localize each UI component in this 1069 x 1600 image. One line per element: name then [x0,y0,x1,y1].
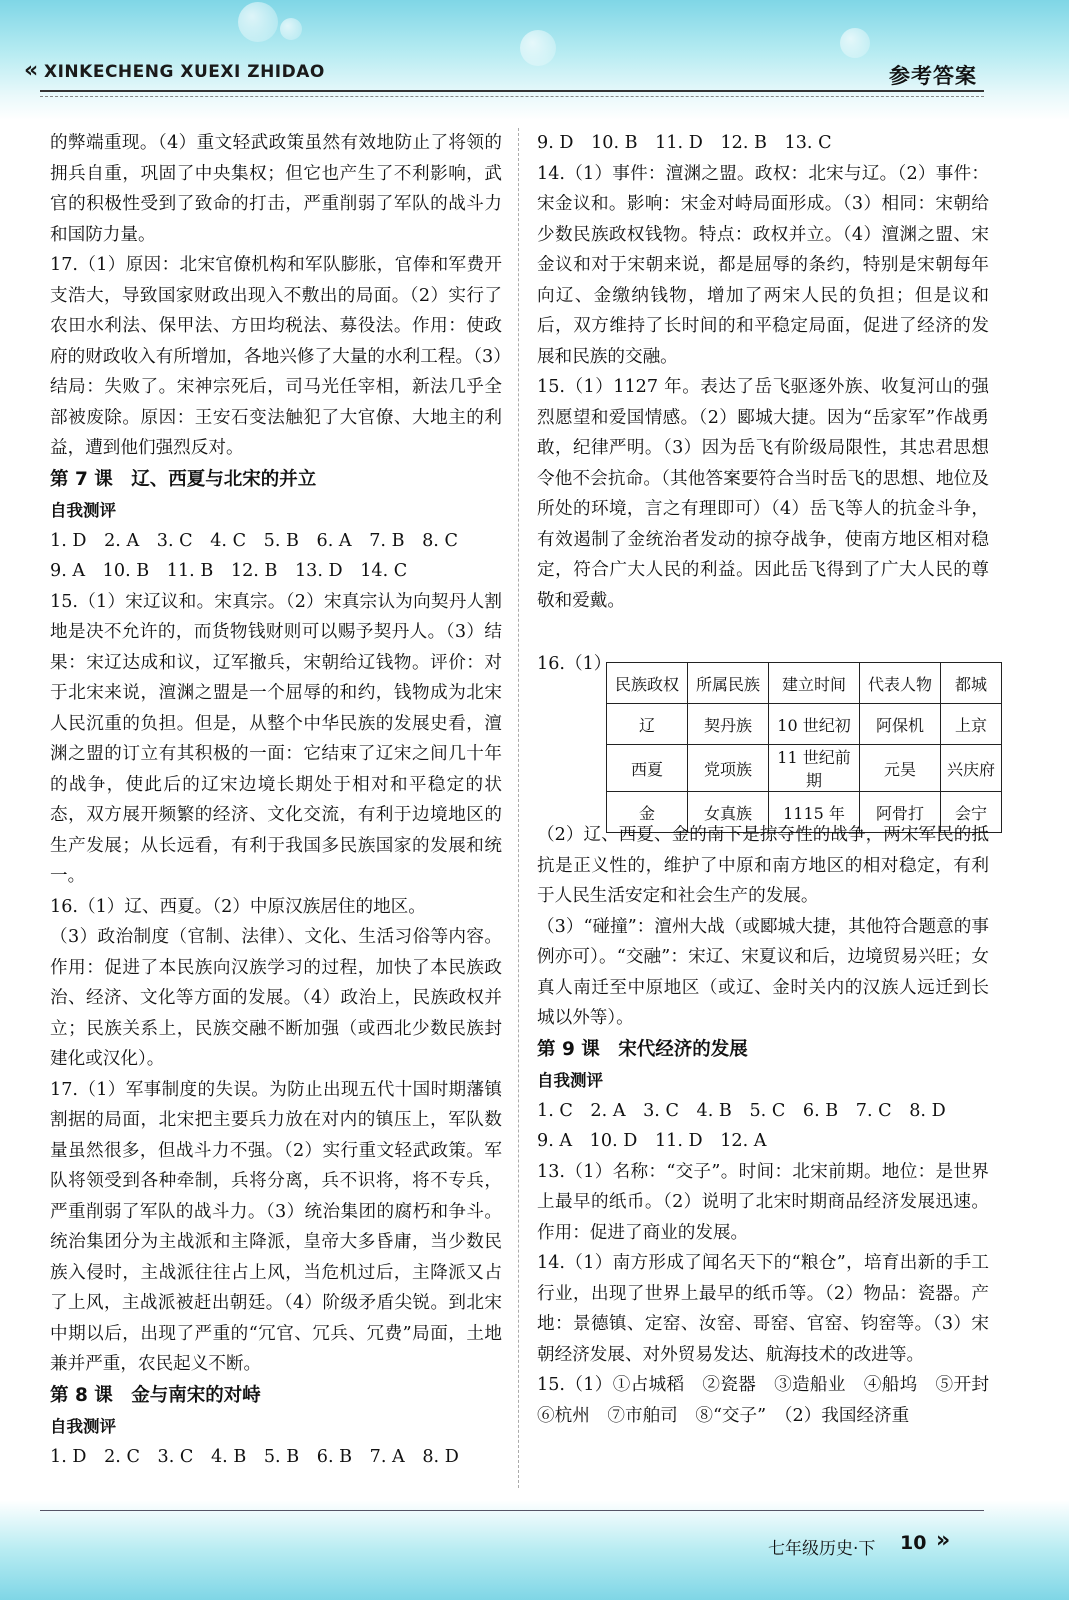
table-cell: 契丹族 [688,704,769,745]
table-cell: 金 [607,792,688,833]
table-cell: 党项族 [688,745,769,792]
lesson-heading: 第 8 课 金与南宋的对峙 [50,1384,261,1406]
table-cell: 阿骨打 [860,792,941,833]
table-cell: 1115 年 [769,792,860,833]
section-heading: 自我测评 [50,1416,116,1436]
table-header-cell: 建立时间 [769,663,860,704]
answer-paragraph: 17.（1）军事制度的失误。为防止出现五代十国时期藩镇割据的局面，北宋把主要兵力放在对内的镇压上，军队数量虽然很多，但战斗力不强。（2）实行重文轻武政策。军队将领受到各种牵制，兵将分离，兵不识将，将不专兵，严重削弱了军队的战斗力。（3）统治集团的腐朽和争斗。统治集团分为主战派和主降派，皇帝大多昏庸，当少数民族入侵时，主战派往往占上风，当危机过后，主降派又占了上风，主战派被赶出朝廷。（4）阶级矛盾尖锐。到北宋中期以后，出现了严重的“冗官、冗兵、冗费”局面，土地兼并严重，农民起义不断。 [50,1079,502,1374]
bubble-decoration [280,18,302,40]
table-header-cell: 民族政权 [607,663,688,704]
bubble-decoration [520,30,556,66]
footer-rule [40,1510,984,1511]
lesson-heading: 第 9 课 宋代经济的发展 [537,1038,748,1060]
table-cell: 会宁 [941,792,1002,833]
nations-table [606,662,1002,833]
table-cell: 女真族 [688,792,769,833]
lesson-heading: 第 7 课 辽、西夏与北宋的并立 [50,468,317,490]
answer-paragraph: 15.（1）宋辽议和。宋真宗。（2）宋真宗认为向契丹人割地是决不允许的，而货物钱财则可以赐予契丹人。（3）结果：宋辽达成和议，辽军撤兵，宋朝给辽钱物。评价：对于北宋来说，澶渊之盟是一个屈辱的和约，钱物成为北宋人民沉重的负担。但是，从整个中华民族的发展史看，澶渊之盟的订立有其积极的一面：它结束了辽宋之间几十年的战争，使此后的辽宋边境长期处于相对和平稳定的状态，双方展开频繁的经济、文化交流，有利于边境地区的生产发展；从长远看，有利于我国多民族国家的发展和统一。 [50,591,502,886]
right-column-bottom [537,820,1007,1431]
table-cell: 兴庆府 [941,745,1002,792]
section-heading: 自我测评 [537,1070,603,1090]
section-heading: 自我测评 [50,500,116,520]
answer-paragraph: 的弊端重现。（4）重文轻武政策虽然有效地防止了将领的拥兵自重，巩固了中央集权；但它也产生了不利影响，武官的积极性受到了致命的打击，严重削弱了军队的战斗力和国防力量。 [50,133,502,245]
table-cell: 10 世纪初 [769,704,860,745]
table-row [607,704,1002,745]
answer-key-line: 9. D 10. B 11. D 12. B 13. C [537,133,832,153]
answer-paragraph: （2）辽、西夏、金的南下是掠夺性的战争，两宋军民的抵抗是正义性的，维护了中原和南方地区的相对稳定，有利于人民生活安定和社会生产的发展。 [537,825,989,906]
double-chevron-right-icon: » [936,1528,951,1553]
footer-grade-label: 七年级历史·下 [768,1539,876,1559]
column-divider [518,128,519,1488]
right-column-top [537,128,989,638]
answer-key-line: 1. C 2. A 3. C 4. B 5. C 6. B 7. C 8. D [537,1100,946,1121]
answer-key-line: 1. D 2. C 3. C 4. B 5. B 6. B 7. A 8. D [50,1446,459,1467]
table-header-cell: 都城 [941,663,1002,704]
answer-key-line: 9. A 10. B 11. B 12. B 13. D 14. C [50,561,408,581]
answer-key-line: 1. D 2. A 3. C 4. C 5. B 6. A 7. B 8. C [50,530,458,551]
table-cell: 阿保机 [860,704,941,745]
table-cell: 元昊 [860,745,941,792]
answer-paragraph: 14.（1）南方形成了闻名天下的“粮仓”，培育出新的手工行业，出现了世界上最早的纸币等。（2）物品：瓷器。产地：景德镇、定窑、汝窑、哥窑、官窑、钧窑等。（3）宋朝经济发展、对外贸易发达、航海技术的改进等。 [537,1253,989,1365]
brand-name: XINKECHENG XUEXI ZHIDAO [44,62,325,82]
answer-paragraph: （3）政治制度（官制、法律）、文化、生活习俗等内容。作用：促进了本民族向汉族学习的过程，加快了本民族政治、经济、文化等方面的发展。（4）政治上，民族政权并立；民族关系上，民族交融不断加强（或西北少数民族封建化或汉化）。 [50,927,502,1069]
bubble-decoration [840,28,870,58]
table-row [607,745,1002,792]
table-cell: 11 世纪前期 [769,745,860,792]
table-cell: 上京 [941,704,1002,745]
header-rule-dashed [40,96,984,97]
page-title: 参考答案 [889,64,977,88]
left-column [50,128,502,1472]
answer-key-line: 9. A 10. D 11. D 12. A [537,1131,767,1151]
answer-paragraph: 13.（1）名称：“交子”。时间：北宋前期。地位：是世界上最早的纸币。（2）说明了北宋时期商品经济发展迅速。作用：促进了商业的发展。 [537,1161,989,1243]
answer-paragraph: 15.（1）①占城稻 ②瓷器 ③造船业 ④船坞 ⑤开封 ⑥杭州 ⑦市舶司 ⑧“交子” （2）我国经济重 [537,1375,1007,1426]
double-chevron-left-icon: « [24,58,39,83]
answer-paragraph: 16.（1）辽、西夏。（2）中原汉族居住的地区。 [50,896,426,917]
answer-paragraph: 17.（1）原因：北宋官僚机构和军队膨胀，官俸和军费开支浩大，导致国家财政出现入不敷出的局面。（2）实行了农田水利法、保甲法、方田均税法、募役法。作用：使政府的财政收入有所增加，各地兴修了大量的水利工程。（3）结局：失败了。宋神宗死后，司马光任宰相，新法几乎全部被废除。原因：王安石变法触犯了大官僚、大地主的利益，遭到他们强烈反对。 [50,255,502,458]
answer-paragraph: 14.（1）事件：澶渊之盟。政权：北宋与辽。（2）事件：宋金议和。影响：宋金对峙局面形成。（3）相同：宋朝给少数民族政权钱物。特点：政权并立。（4）澶渊之盟、宋金议和对于宋朝来说，都是屈辱的条约，特别是宋朝每年向辽、金缴纳钱物，增加了两宋人民的负担；但是议和后，双方维持了长时间的和平稳定局面，促进了经济的发展和民族的交融。 [537,163,989,367]
answer-paragraph: 15.（1）1127 年。表达了岳飞驱逐外族、收复河山的强烈愿望和爱国情感。（2）郾城大捷。因为“岳家军”作战勇敢，纪律严明。（3）因为岳飞有阶级局限性，其忠君思想令他不会抗命。（其他答案要符合当时岳飞的思想、地位及所处的环境，言之有理即可）（4）岳飞等人的抗金斗争，有效遏制了金统治者发动的掠夺战争，使南方地区相对稳定，符合广大人民的利益。因此岳飞得到了广大人民的尊敬和爱戴。 [537,377,989,611]
table-cell: 西夏 [607,745,688,792]
answer-paragraph: （3）“碰撞”：澶州大战（或郾城大捷，其他符合题意的事例亦可）。“交融”：宋辽、宋夏议和后，边境贸易兴旺；女真人南迁至中原地区（或辽、金时关内的汉族人远迁到长城以外等）。 [537,916,989,1028]
page-number: 10 [900,1532,927,1554]
question-label: 16.（1） [537,654,612,674]
header-rule [40,90,984,92]
table-header-cell: 所属民族 [688,663,769,704]
bubble-decoration [238,2,278,42]
table-header-row [607,663,1002,704]
table-header-cell: 代表人物 [860,663,941,704]
table-cell: 辽 [607,704,688,745]
